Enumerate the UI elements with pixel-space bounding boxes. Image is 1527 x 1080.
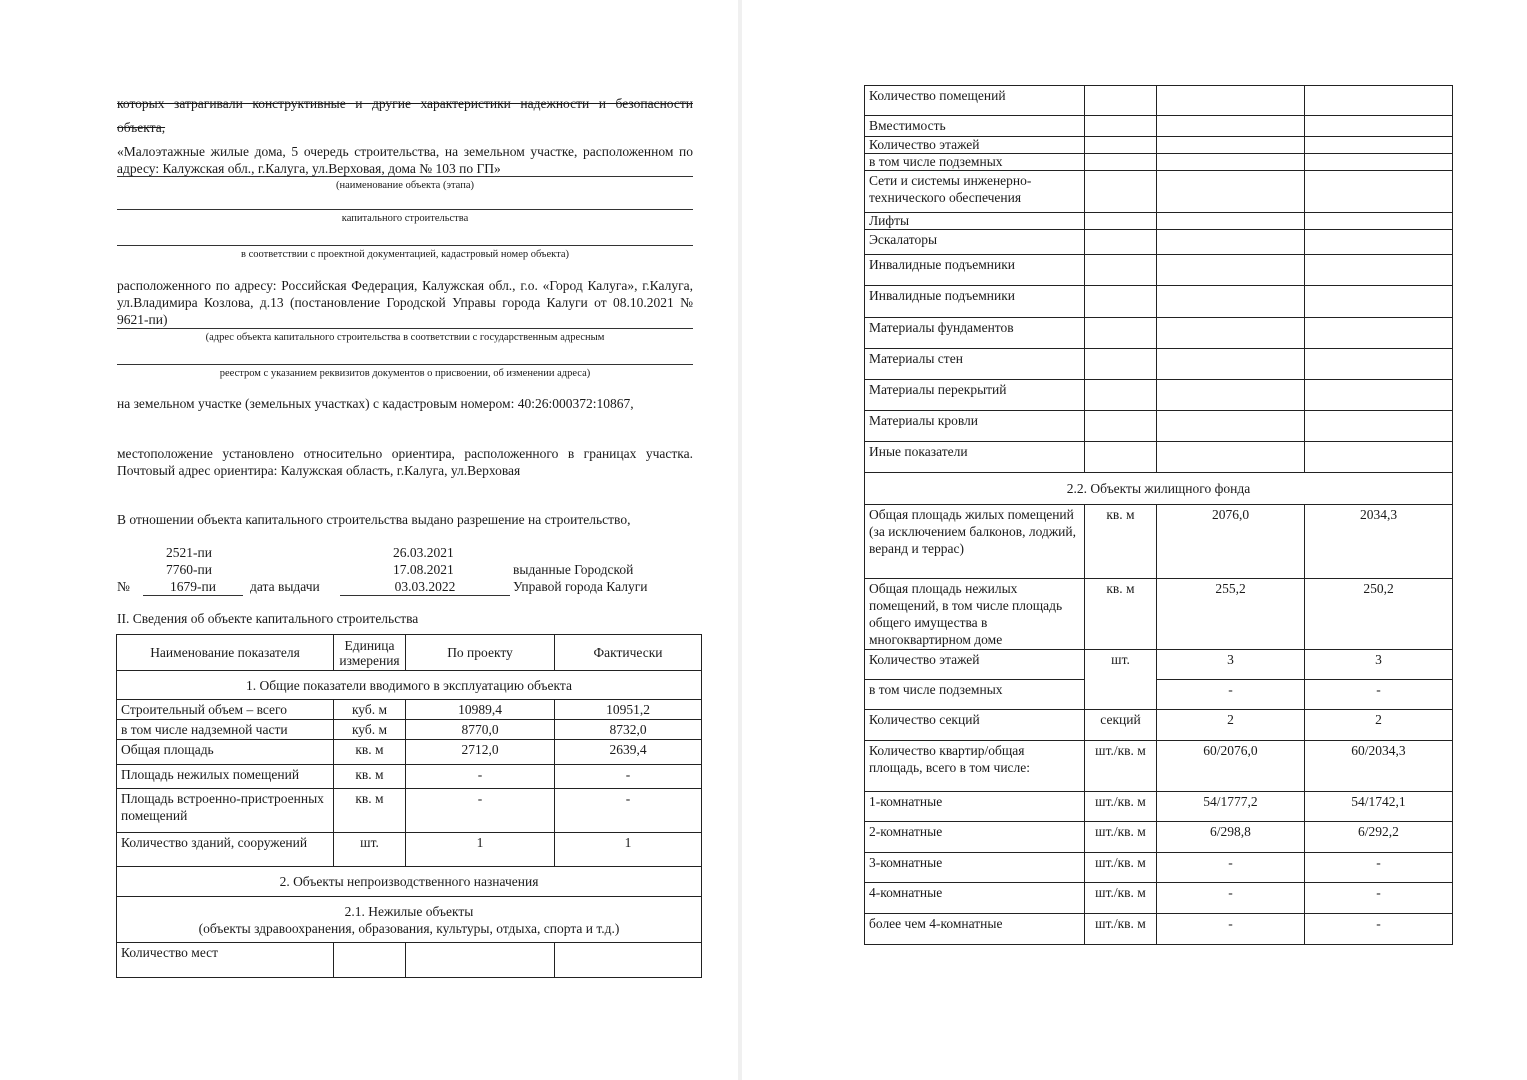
permit-date-1: 26.03.2021 (393, 545, 454, 560)
cell: Количество секций (865, 710, 1085, 741)
table-row (865, 710, 1453, 741)
table-row (865, 116, 1453, 137)
page-fold (738, 0, 742, 1080)
cell: шт./кв. м (1085, 883, 1157, 914)
cell: шт./кв. м (1085, 853, 1157, 883)
cell: Инвалидные подъемники (865, 286, 1085, 318)
cell: 2034,3 (1305, 505, 1453, 579)
cell (1157, 442, 1305, 473)
cell: - (555, 765, 702, 789)
object-name: «Малоэтажные жилые дома, 5 очередь строительства, на земельном участке, расположенном по адресу: Калужская обл., г.Калуга, ул.Верховая, дома № 103 по ГП» (117, 144, 693, 176)
cell: 2 (1305, 710, 1453, 741)
permit-number-3: 1679-пи (143, 579, 243, 596)
cell: - (406, 765, 555, 789)
cell: Материалы стен (865, 349, 1085, 380)
cell: Общая площадь нежилых помещений, в том числе площадь общего имущества в многоквартирном доме (865, 579, 1085, 650)
cell: Сети и системы инженерно-технического обеспечения (865, 171, 1085, 213)
cell (1157, 171, 1305, 213)
cell: куб. м (334, 720, 406, 740)
cell: 54/1777,2 (1157, 792, 1305, 822)
cell: 8770,0 (406, 720, 555, 740)
section-2-1-title: 2.1. Нежилые объекты (344, 903, 474, 919)
left-table (116, 634, 702, 978)
cell (1157, 230, 1305, 255)
cell (1305, 213, 1453, 230)
table-row (865, 411, 1453, 442)
table-row (865, 255, 1453, 286)
table-row (865, 86, 1453, 116)
cell: 1 (406, 833, 555, 867)
cell (1305, 380, 1453, 411)
section-2-1 (117, 897, 702, 943)
cell (1157, 86, 1305, 116)
cell (1085, 230, 1157, 255)
cell (1157, 255, 1305, 286)
cell: Материалы фундаментов (865, 318, 1085, 349)
table-row (865, 650, 1453, 680)
cell: кв. м (334, 765, 406, 789)
cell: 10951,2 (555, 700, 702, 720)
cell (1085, 318, 1157, 349)
cell: 8732,0 (555, 720, 702, 740)
cell: - (1157, 914, 1305, 945)
cell: шт./кв. м (1085, 792, 1157, 822)
cell: 2 (1157, 710, 1305, 741)
cell (1085, 116, 1157, 137)
header-name: Наименование показателя (117, 635, 334, 671)
cell (1085, 154, 1157, 171)
permit-issuer-2: Управой города Калуги (513, 579, 648, 594)
cell (1157, 154, 1305, 171)
right-table (864, 85, 1453, 945)
cell: куб. м (334, 700, 406, 720)
table-row (865, 171, 1453, 213)
cell: - (1305, 883, 1453, 914)
cell: 3-комнатные (865, 853, 1085, 883)
header-project: По проекту (406, 635, 555, 671)
cell: Количество помещений (865, 86, 1085, 116)
permit-number-2: 7760-пи (166, 562, 212, 577)
cell (1305, 137, 1453, 154)
cell: шт. (1085, 650, 1157, 710)
cell: 60/2076,0 (1157, 741, 1305, 792)
cell (1305, 255, 1453, 286)
cell (1157, 411, 1305, 442)
permit-date-3: 03.03.2022 (340, 579, 510, 596)
cell (1305, 442, 1453, 473)
location-text: местоположение установлено относительно ориентира, расположенного в границах участка. Почтовый адрес ориентира: Калужская область, г.Калуга, ул.Верховая (117, 446, 693, 478)
cell: 2639,4 (555, 740, 702, 765)
table-row (865, 380, 1453, 411)
cell: Строительный объем – всего (117, 700, 334, 720)
cell: - (1305, 853, 1453, 883)
table-row (117, 943, 702, 978)
cell: Общая площадь жилых помещений (за исключением балконов, лоджий, веранд и террас) (865, 505, 1085, 579)
cell: Количество этажей (865, 137, 1085, 154)
table-row (865, 230, 1453, 255)
table-row (865, 137, 1453, 154)
cadastral-number: на земельном участке (земельных участках) с кадастровым номером: 40:26:000372:10867, (117, 396, 634, 411)
cell: 250,2 (1305, 579, 1453, 650)
cell: шт./кв. м (1085, 741, 1157, 792)
cell: шт. (334, 833, 406, 867)
table-row (117, 833, 702, 867)
cell (1085, 86, 1157, 116)
cell: 4-комнатные (865, 883, 1085, 914)
table-row (117, 740, 702, 765)
cell: кв. м (1085, 505, 1157, 579)
cell: 2076,0 (1157, 505, 1305, 579)
cell (1085, 411, 1157, 442)
permit-date-2: 17.08.2021 (393, 562, 454, 577)
cell: кв. м (334, 740, 406, 765)
table-row (865, 505, 1453, 579)
cell: в том числе подземных (865, 680, 1085, 710)
cell (1305, 154, 1453, 171)
section-1: 1. Общие показатели вводимого в эксплуатацию объекта (117, 671, 702, 700)
cell: Материалы перекрытий (865, 380, 1085, 411)
table-row (865, 154, 1453, 171)
cell: - (1157, 853, 1305, 883)
table-row (865, 286, 1453, 318)
cell (1085, 442, 1157, 473)
cell: Количество квартир/общая площадь, всего в том числе: (865, 741, 1085, 792)
cell: в том числе надземной части (117, 720, 334, 740)
section-2-1-subtitle: (объекты здравоохранения, образования, культуры, отдыха, спорта и т.д.) (198, 920, 620, 936)
header-unit: Единица измерения (334, 635, 406, 671)
cell: более чем 4-комнатные (865, 914, 1085, 945)
cell: шт./кв. м (1085, 822, 1157, 853)
cell (1157, 349, 1305, 380)
cell (1085, 213, 1157, 230)
cell (1085, 286, 1157, 318)
table-row (117, 789, 702, 833)
cell: секций (1085, 710, 1157, 741)
cell: кв. м (334, 789, 406, 833)
permit-date-label: дата выдачи (250, 579, 320, 594)
table-row (865, 318, 1453, 349)
table-row (865, 741, 1453, 792)
section-title: II. Сведения об объекте капитального строительства (117, 611, 419, 626)
cell (1085, 380, 1157, 411)
cell (1305, 286, 1453, 318)
cell: Материалы кровли (865, 411, 1085, 442)
cell: 2712,0 (406, 740, 555, 765)
cell: 60/2034,3 (1305, 741, 1453, 792)
cell: 3 (1157, 650, 1305, 680)
cell (1157, 380, 1305, 411)
cell (1157, 213, 1305, 230)
cell (1085, 349, 1157, 380)
cell (1157, 318, 1305, 349)
cell: Количество мест (117, 943, 334, 978)
cell: 2-комнатные (865, 822, 1085, 853)
table-row (865, 213, 1453, 230)
cell: кв. м (1085, 579, 1157, 650)
cell: Количество этажей (865, 650, 1085, 680)
table-row (865, 883, 1453, 914)
cell: 1 (555, 833, 702, 867)
caption-capital: капитального строительства (117, 209, 693, 224)
cell: Лифты (865, 213, 1085, 230)
table-row (865, 442, 1453, 473)
caption-address: (адрес объекта капитального строительства в соответствии с государственным адресным (117, 328, 693, 343)
permit-number-1: 2521-пи (166, 545, 212, 560)
cell: 3 (1305, 650, 1453, 680)
table-row (865, 680, 1453, 710)
cell: Инвалидные подъемники (865, 255, 1085, 286)
cell: Вместимость (865, 116, 1085, 137)
cell (1305, 171, 1453, 213)
struck-text: которых затрагивали конструктивные и другие характеристики надежности и безопасности объекта, (117, 96, 693, 135)
cell (1305, 116, 1453, 137)
table-row (865, 792, 1453, 822)
cell: - (406, 789, 555, 833)
permit-issuer-1: выданные Городской (513, 562, 634, 577)
cell: - (1305, 914, 1453, 945)
table-row (865, 914, 1453, 945)
cell: Площадь встроенно-пристроенных помещений (117, 789, 334, 833)
table-row (865, 853, 1453, 883)
table-row (117, 765, 702, 789)
permit-intro: В отношении объекта капитального строительства выдано разрешение на строительство, (117, 512, 631, 527)
permit-no-label: № (117, 579, 130, 594)
table-row (865, 349, 1453, 380)
cell (1085, 255, 1157, 286)
header-actual: Фактически (555, 635, 702, 671)
cell: шт./кв. м (1085, 914, 1157, 945)
cell: - (555, 789, 702, 833)
cell: - (1305, 680, 1453, 710)
cell: 1-комнатные (865, 792, 1085, 822)
section-2: 2. Объекты непроизводственного назначения (117, 867, 702, 897)
object-address: расположенного по адресу: Российская Федерация, Калужская обл., г.о. «Город Калуга», г.Калуга, ул.Владимира Козлова, д.13 (постановление Городской Управы города Калуги от 08.10.2021 № 9621-пи) (117, 278, 693, 327)
table-row (117, 720, 702, 740)
cell: Площадь нежилых помещений (117, 765, 334, 789)
cell (1157, 137, 1305, 154)
cell: 54/1742,1 (1305, 792, 1453, 822)
cell (1157, 286, 1305, 318)
cell: 6/292,2 (1305, 822, 1453, 853)
table-row (865, 822, 1453, 853)
cell: Иные показатели (865, 442, 1085, 473)
caption-registry: реестром с указанием реквизитов документов о присвоении, об изменении адреса) (117, 364, 693, 379)
cell: в том числе подземных (865, 154, 1085, 171)
cell: 6/298,8 (1157, 822, 1305, 853)
caption-project-doc: в соответствии с проектной документацией, кадастровый номер объекта) (117, 245, 693, 260)
cell (1085, 137, 1157, 154)
cell (1305, 411, 1453, 442)
cell: Количество зданий, сооружений (117, 833, 334, 867)
cell: Эскалаторы (865, 230, 1085, 255)
cell: 255,2 (1157, 579, 1305, 650)
cell (1305, 230, 1453, 255)
cell (1305, 86, 1453, 116)
cell: - (1157, 883, 1305, 914)
cell (1157, 116, 1305, 137)
table-row (865, 579, 1453, 650)
cell (1085, 171, 1157, 213)
section-2-2: 2.2. Объекты жилищного фонда (865, 473, 1453, 505)
caption-object-name: (наименование объекта (этапа) (117, 176, 693, 191)
cell: Общая площадь (117, 740, 334, 765)
cell: - (1157, 680, 1305, 710)
cell: 10989,4 (406, 700, 555, 720)
table-row (117, 700, 702, 720)
cell (1305, 318, 1453, 349)
cell (1305, 349, 1453, 380)
